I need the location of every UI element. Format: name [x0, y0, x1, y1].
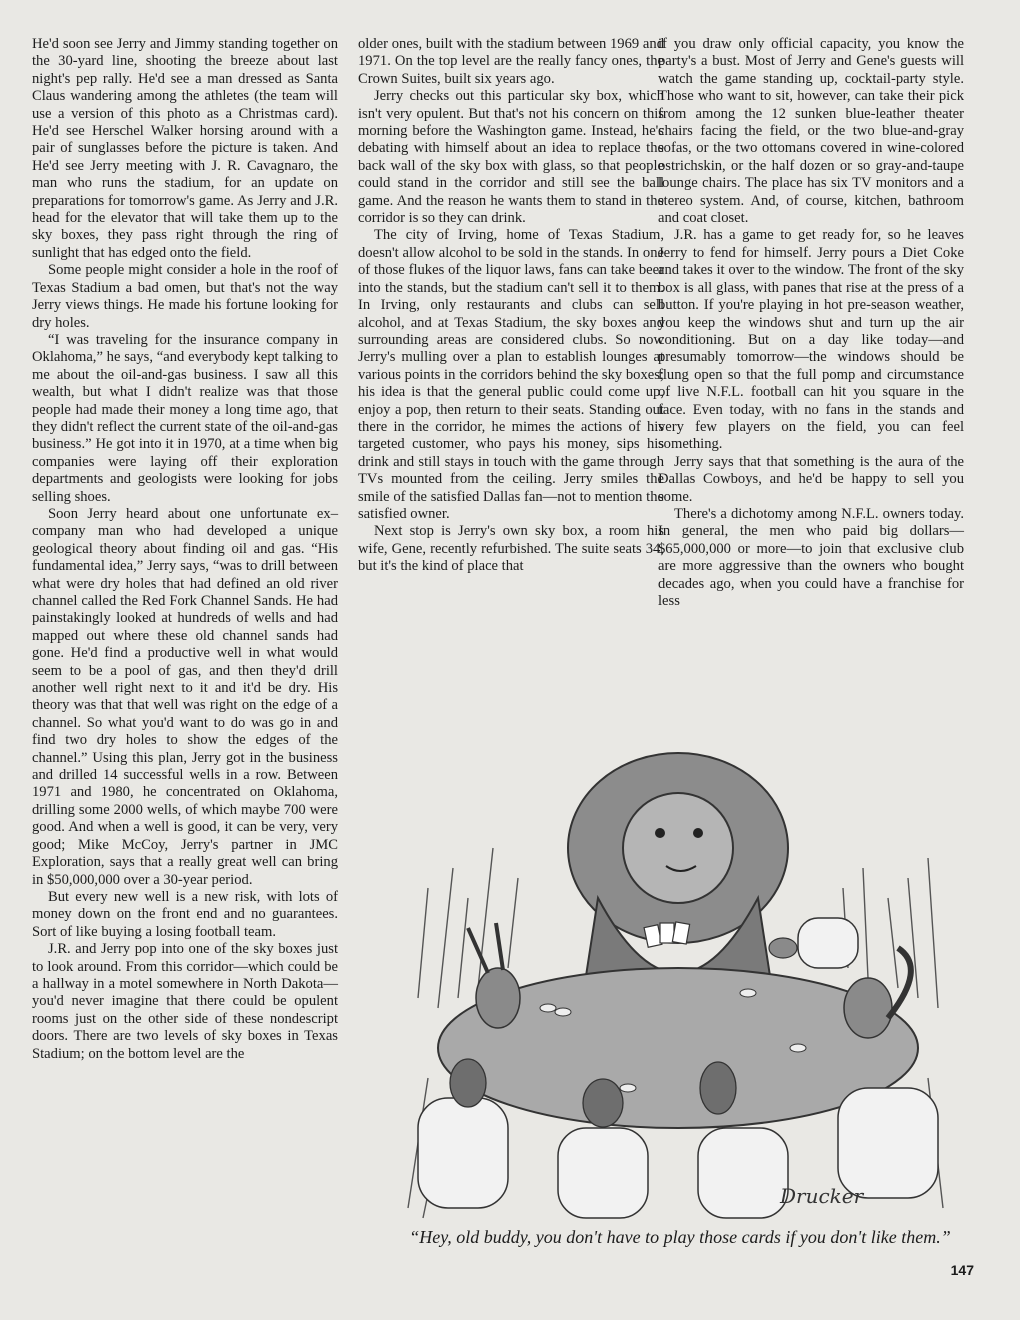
paragraph: But every new well is a new risk, with lots of money down on the front end and no guarantees. Sort of like buying a losing football team.: [32, 888, 338, 940]
paragraph: Jerry says that that something is the aura of the Dallas Cowboys, and he'd be happy to sell you some.: [658, 453, 964, 505]
paragraph: older ones, built with the stadium between 1969 and 1971. On the top level are the really fancy ones, the Crown Suites, built six years ago.: [358, 36, 664, 87]
cartoonist-signature: Drucker: [780, 1184, 864, 1208]
paragraph: The city of Irving, home of Texas Stadium, doesn't allow alcohol to be sold in the stands. In one of those flukes of the liquor laws, fans can take beer into the stands, but the stadium can't sell it to them. In Irving, only restaurants and clubs can sell alcohol, and at Texas Stadium, the sky boxes and surrounding areas are considered clubs. So now Jerry's mulling over a plan to establish lounges at various points in the corridors behind the sky boxes; his idea is that the general public could come up, enjoy a pop, then return to their seats. Standing out there in the corridor, he mimes the actions of his targeted customer, who pays his money, sips his drink and still stays in touch with the game through TVs mounted from the ceiling. Jerry smiles the smile of the satisfied Dallas fan—not to mention the satisfied owner.: [358, 227, 664, 522]
paragraph: Next stop is Jerry's own sky box, a room his wife, Gene, recently refurbished. The suite seats 34, but it's the kind of place that: [358, 523, 664, 575]
paragraph: Jerry checks out this particular sky box, which isn't very opulent. But that's not his concern on this morning before the Washington game. Instead, he's debating with himself about an idea to replace the back wall of the sky box with glass, so that people could stand in the corridor and still see the ball game. And the reason he wants them to stand in the corridor is so they can drink.: [358, 88, 664, 227]
paragraph: He'd soon see Jerry and Jimmy standing together on the 30-yard line, shooting the breeze about last night's pep rally. He'd see a man dressed as Santa Claus wandering among the athletes (the team will use a version of this photo as a Christmas card). He'd see Herschel Walker horsing around with a pair of sunglasses before the picture is taken. And He'd see Jerry meeting with J. R. Cavagnaro, the man who runs the stadium, for an update on preparations for tomorrow's game. As Jerry and J.R. head for the elevator that will take them up to the sky boxes, they pass right through the ring of sunlight that has edged onto the field.: [32, 36, 338, 261]
empty-chair: [798, 918, 858, 968]
cartoon-illustration: [398, 748, 970, 1224]
paragraph: There's a dichotomy among N.F.L. owners today. In general, the men who paid big dollars—$65,000,000 or more—to join that exclusive club are more aggressive than the owners who bought decades ago, when you could have a franchise for less: [658, 505, 964, 609]
text-column-3: [658, 36, 964, 716]
paragraph: Some people might consider a hole in the roof of Texas Stadium a bad omen, but that's not the way Jerry views things. He made his fortune looking for dry holes.: [32, 262, 338, 331]
text-column-2: [358, 36, 664, 716]
mouse-player: [769, 938, 797, 958]
lion-cards: [644, 922, 690, 947]
lion-face: [623, 793, 733, 903]
paragraph: Soon Jerry heard about one unfortunate ex–company man who had developed a unique geological theory about finding oil and gas. “His fundamental idea,” Jerry says, “was to drill between what were dry holes that had defined an old river channel called the Red Fork Channel Sands. He had painstakingly looked at hundreds of wells and had mapped out where these old channel sands had gone. He'd find a productive well in what would seem to be a pool of gas, and then they'd drill another well right next to it and it'd be dry. His theory was that that well was right on the edge of a channel. So what you'd want to do was go in and find two dry holes to show the edges of the channel.” Using this plan, Jerry got in the business and drilled 14 successful wells in a row. Between 1971 and 1980, he concentrated on Oklahoma, drilling some 2000 wells, of which maybe 700 were good. And when a well is good, it can be very, very good; Mike McCoy, Jerry's partner in JMC Exploration, says that a really great well can bring in $50,000,000 over a 30-year period.: [32, 505, 338, 888]
paragraph: if you draw only official capacity, you know the party's a bust. Most of Jerry and Gene's guests will watch the game standing up, cocktail-party style. Those who want to sit, however, can take their pick from among the 12 sunken blue-leather theater chairs facing the field, or the two blue-and-gray sofas, or the two ottomans covered in wine-colored ostrichskin, or the half dozen or so gray-and-taupe lounge chairs. The place has six TV monitors and a stereo system. And, of course, kitchen, bathroom and coat closet.: [658, 36, 964, 227]
page-number: 147: [950, 1262, 974, 1278]
text-column-1: [32, 36, 338, 1286]
paragraph: J.R. and Jerry pop into one of the sky boxes just to look around. From this corridor—which could be a hallway in a motel somewhere in North Dakota—you'd never imagine that there could be opulent rooms just on the other side of these nondescript doors. There are two levels of sky boxes in Texas Stadium; on the bottom level are the: [32, 941, 338, 1062]
paragraph: “I was traveling for the insurance company in Oklahoma,” he says, “and everybody kept talking to me about the oil-and-gas business. I saw all this wealth, but what I didn't realize was that those people had made their money a long time ago, that they didn't reflect the current state of the oil-and-gas business.” He got into it in 1970, at a time when big companies were laying off their exploration departments and geologists were looking for jobs selling shoes.: [32, 331, 338, 505]
cartoon-caption: “Hey, old buddy, you don't have to play those cards if you don't like them.”: [409, 1227, 951, 1247]
paragraph: J.R. has a game to get ready for, so he leaves Jerry to fend for himself. Jerry pours a Diet Coke and takes it over to the window. The front of the sky box is all glass, with panes that rise at the press of a button. If you're playing in hot pre-season weather, you keep the windows shut and turn up the air conditioning. But on a day like today—and presumably tomorrow—the windows should be flung open so that the full pomp and circumstance of live N.F.L. football can hit you square in the face. Even today, with no fans in the stands and very few players on the field, you can feel something.: [658, 227, 964, 453]
